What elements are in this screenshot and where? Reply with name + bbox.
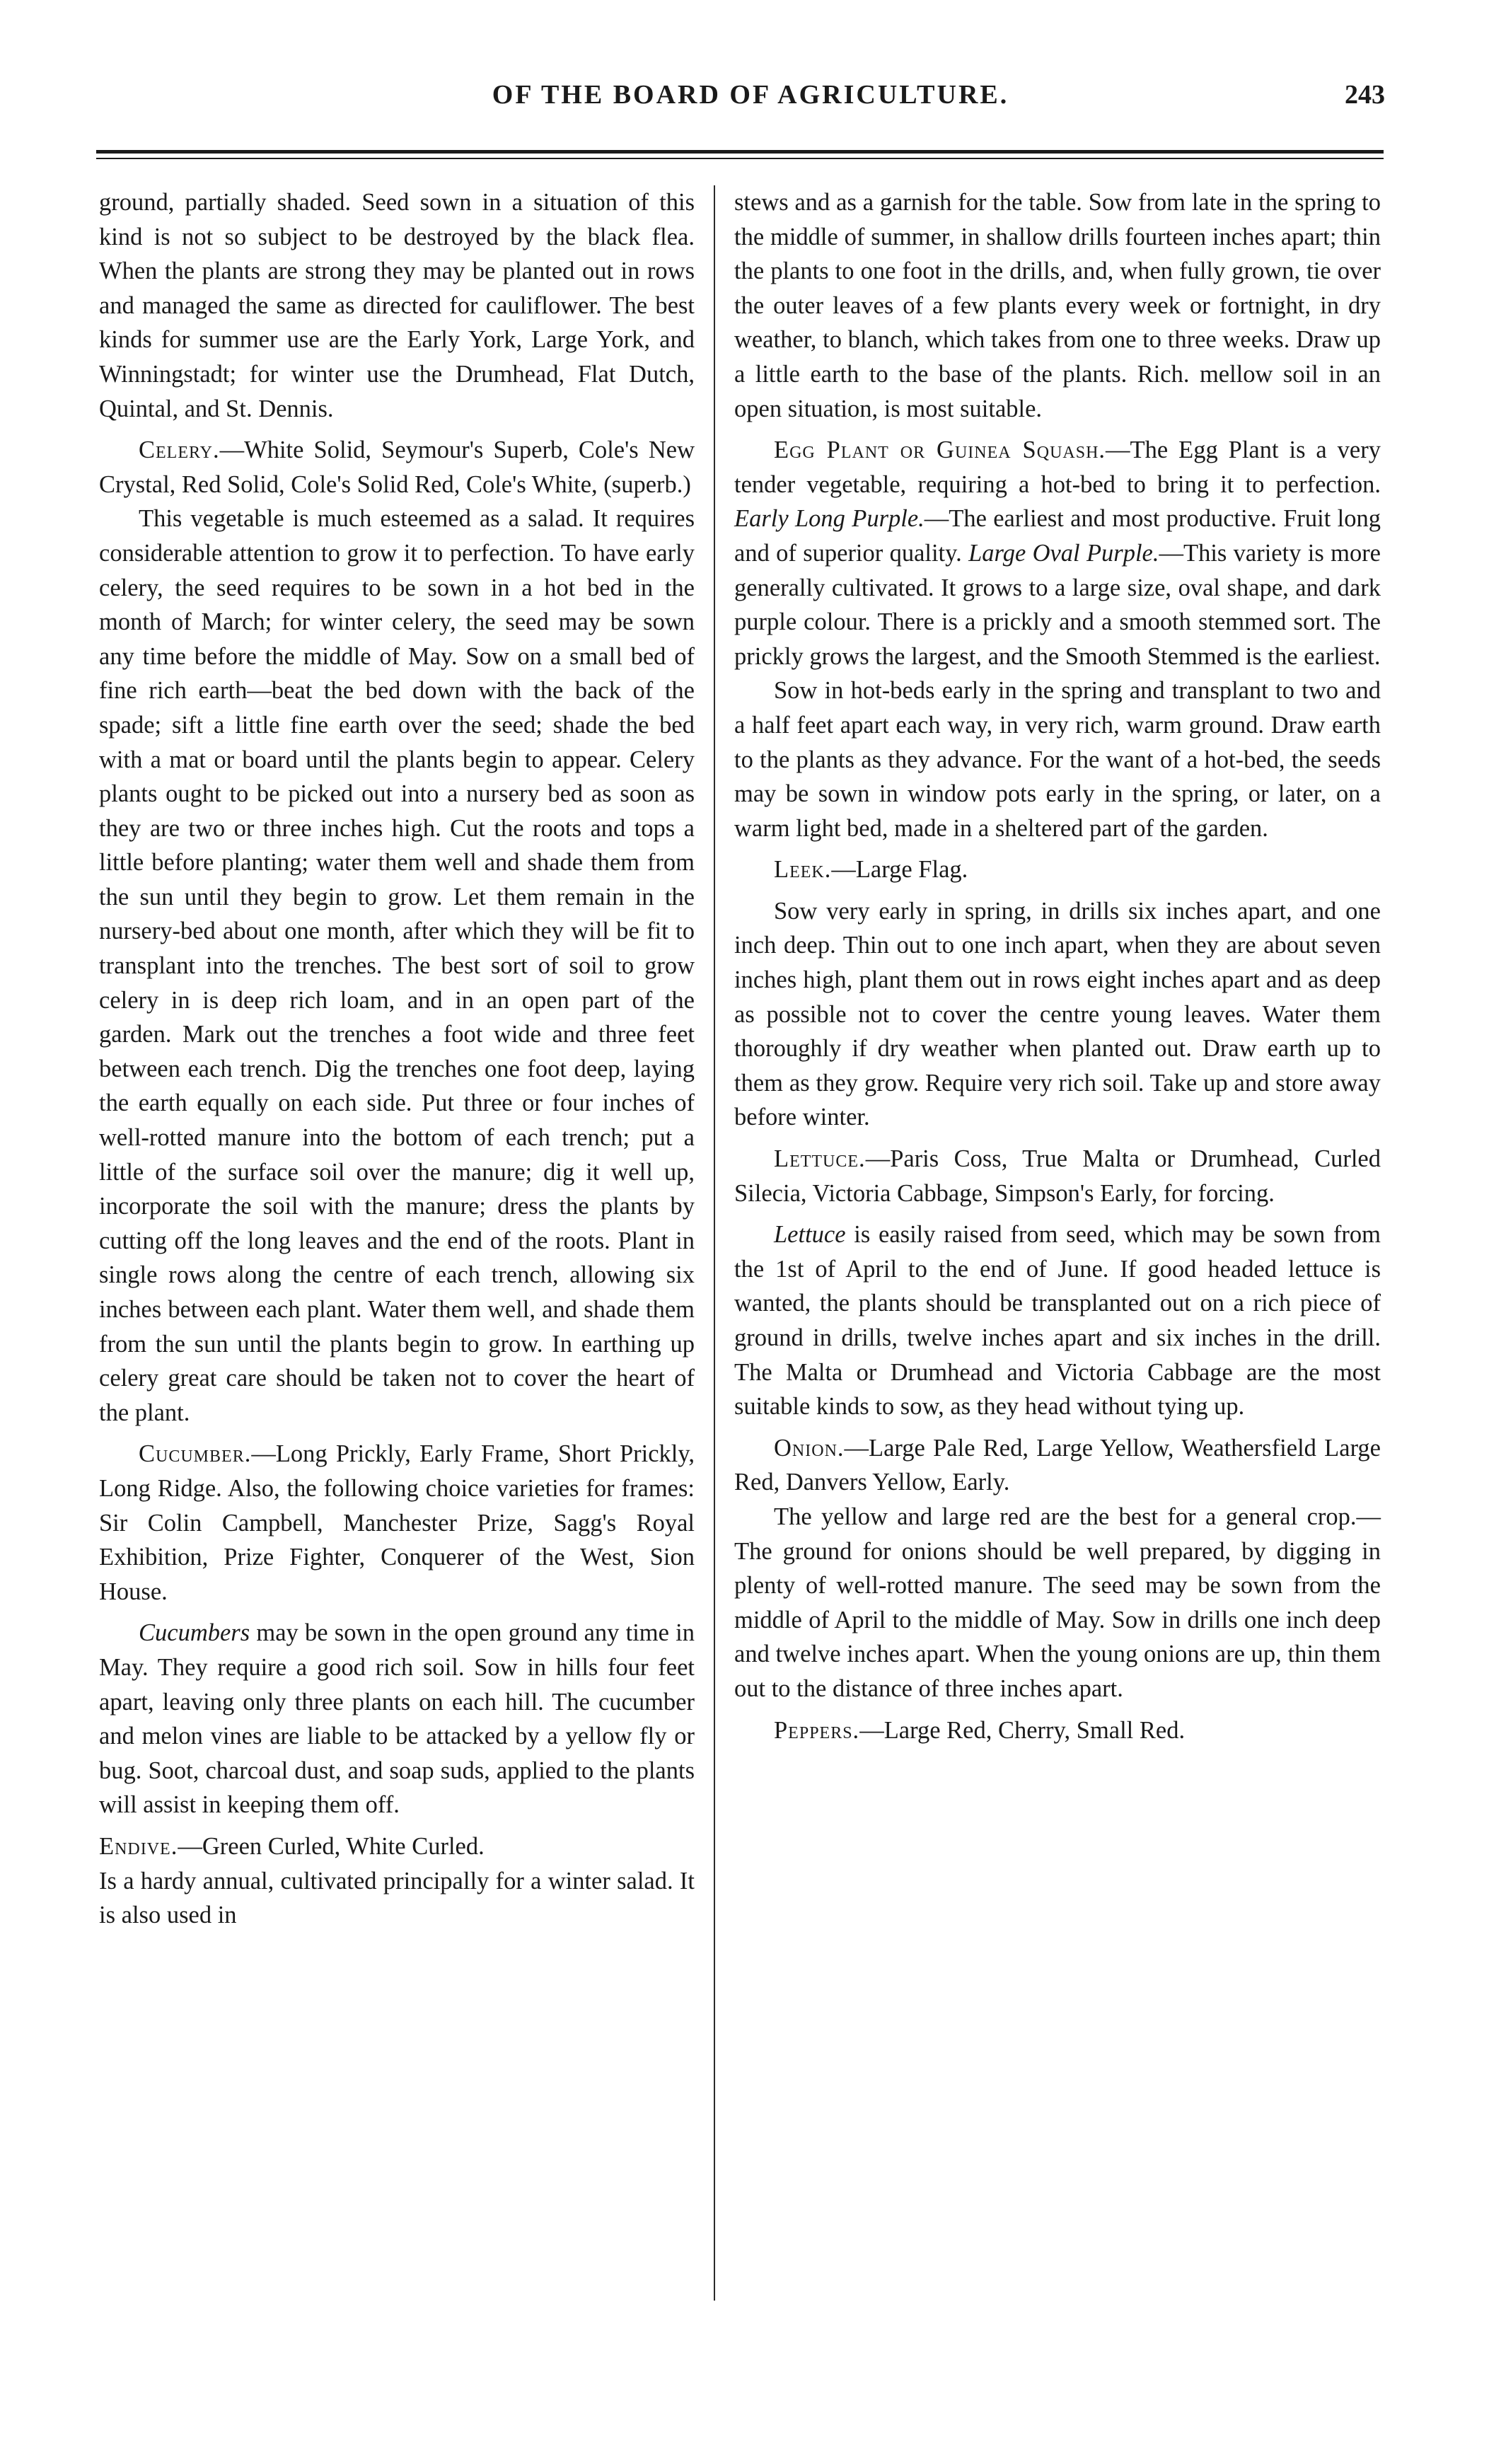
paragraph-cabbage-continued: ground, partially shaded. Seed sown in a situation of this kind is not so subject to be destroyed by the black flea. When the plants are strong they may be planted out in rows and managed the same as directed for cauliflower. The best kinds for summer use are the Early York, Large York, and Winningstadt; for winter use the Drumhead, Flat Dutch, Quintal, and St. Dennis. bbox=[99, 189, 695, 422]
onion-varieties: —Large Pale Red, Large Yellow, Weathersfield Large Red, Danvers Yellow, Early. bbox=[734, 1434, 1381, 1496]
celery-varieties: —White Solid, Seymour's Superb, Cole's New Crystal, Red Solid, Cole's Solid Red, Cole's White, (superb.) bbox=[99, 436, 695, 498]
heading-onion: Onion. bbox=[774, 1434, 845, 1462]
paragraph-lettuce bbox=[734, 1217, 1381, 1424]
cucumber-italic-word: Cucumbers bbox=[139, 1619, 250, 1647]
paragraph-egg-plant-sowing: Sow in hot-beds early in the spring and transplant to two and a half feet apart each way, in very rich, warm ground. Draw earth to the plants as they advance. For the want of a hot-bed, the seeds may be sown in window pots early in the spring, or later, on a warm light bed, made in a sheltered part of the garden. bbox=[734, 677, 1381, 842]
lettuce-italic-word: Lettuce bbox=[774, 1221, 846, 1249]
peppers-varieties: —Large Red, Cherry, Small Red. bbox=[859, 1716, 1186, 1744]
entry-endive bbox=[99, 1829, 695, 1864]
entry-celery bbox=[99, 433, 695, 502]
egg-plant-text-c: —This variety is more generally cultivated. It grows to a large size, oval shape, and dark purple colour. There is a prickly and a smooth stemmed sort. The prickly grows the largest, and the Smooth Stemmed is the earliest. bbox=[734, 539, 1381, 670]
running-title: OF THE BOARD OF AGRICULTURE. bbox=[492, 80, 1009, 110]
entry-cucumber bbox=[99, 1437, 695, 1609]
paragraph-endive-continued: stews and as a garnish for the table. Sow from late in the spring to the middle of summer, in shallow drills fourteen inches apart; thin the plants to one foot in the drills, and, when fully grown, tie over the outer leaves of a few plants every week or fortnight, in dry weather, to blanch, which takes from one to three weeks. Draw up a little earth to the base of the plants. Rich. mellow soil in an open situation, is most suitable. bbox=[734, 189, 1381, 422]
entry-lettuce bbox=[734, 1142, 1381, 1210]
endive-varieties: —Green Curled, White Curled. bbox=[178, 1832, 485, 1860]
cucumber-varieties: —Long Prickly, Early Frame, Short Prickly, Long Ridge. Also, the following choice varieties for frames: Sir Colin Campbell, Manchester Prize, Sagg's Royal Exhibition, Prize Fighter, Conquerer of the West, Sion House. bbox=[99, 1440, 695, 1605]
page-number: 243 bbox=[1345, 80, 1385, 110]
lettuce-text: is easily raised from seed, which may be sown from the 1st of April to the end of June. If good headed lettuce is wanted, the plants should be transplanted out on a rich piece of ground in drills, twelve inches apart and six inches in the drill. The Malta or Drumhead and Victoria Cabbage are the most suitable kinds to sow, as they head without tying up. bbox=[734, 1221, 1381, 1421]
entry-peppers bbox=[734, 1713, 1381, 1748]
running-header bbox=[0, 79, 1501, 122]
column-divider bbox=[714, 185, 715, 2301]
entry-onion bbox=[734, 1431, 1381, 1500]
header-rule-thick bbox=[96, 150, 1384, 154]
heading-endive: Endive. bbox=[99, 1832, 178, 1860]
entry-leek bbox=[734, 852, 1381, 887]
left-column bbox=[99, 185, 695, 1933]
heading-cucumber: Cucumber. bbox=[139, 1440, 252, 1468]
paragraph-celery: This vegetable is much esteemed as a salad. It requires considerable attention to grow it to perfection. To have early celery, the seed requires to be sown in a hot bed in the month of March; for winter celery, the seed may be sown any time before the middle of May. Sow on a small bed of fine rich earth—beat the bed down with the back of the spade; sift a little fine earth over the seed; shade the bed with a mat or board until the plants begin to appear. Celery plants ought to be picked out into a nursery bed as soon as they are two or three inches high. Cut the roots and tops a little before planting; water them well and shade them from the sun until they begin to grow. Let them remain in the nursery-bed about one month, after which they will be fit to transplant into the trenches. The best sort of soil to grow celery in is deep rich loam, and in an open part of the garden. Mark out the trenches a foot wide and three feet between each trench. Dig the trenches one foot deep, laying the earth equally on each side. Put three or four inches of well-rotted manure into the bottom of each trench; put a little of the surface soil over the manure; dig it well up, incorporate the soil with the manure; dress the plants by cutting off the long leaves and the end of the roots. Plant in single rows along the centre of each trench, allowing six inches between each plant. Water them well, and shade them from the sun until the plants begin to grow. In earthing up celery great care should be taken not to cover the heart of the plant. bbox=[99, 505, 695, 1426]
egg-plant-variety-early: Early Long Purple. bbox=[734, 505, 925, 533]
paragraph-onion: The yellow and large red are the best for a general crop.—The ground for onions should be well prepared, by digging in plenty of well-rotted manure. The seed may be sown from the middle of April to the middle of May. Sow in drills one inch deep and twelve inches apart. When the young onions are up, thin them out to the distance of three inches apart. bbox=[734, 1503, 1381, 1702]
heading-peppers: Peppers. bbox=[774, 1716, 860, 1744]
right-column bbox=[734, 185, 1381, 1747]
heading-leek: Leek. bbox=[774, 856, 832, 884]
heading-celery: Celery. bbox=[139, 436, 220, 464]
heading-lettuce: Lettuce. bbox=[774, 1145, 866, 1173]
cucumber-text: may be sown in the open ground any time in May. They require a good rich soil. Sow in hills four feet apart, leaving only three plants on each hill. The cucumber and melon vines are liable to be attacked by a yellow fly or bug. Soot, charcoal dust, and soap suds, applied to the plants will assist in keeping them off. bbox=[99, 1619, 695, 1819]
paragraph-endive: Is a hardy annual, cultivated principally for a winter salad. It is also used in bbox=[99, 1867, 695, 1929]
egg-plant-variety-oval: Large Oval Purple. bbox=[968, 539, 1159, 567]
paragraph-leek: Sow very early in spring, in drills six inches apart, and one inch deep. Thin out to one inch apart, when they are about seven inches high, plant them out in rows eight inches apart and as deep as possible not to cover the centre young leaves. Water them thoroughly if dry weather when planted out. Draw earth up to them as they grow. Require very rich soil. Take up and store away before winter. bbox=[734, 897, 1381, 1131]
paragraph-cucumber bbox=[99, 1616, 695, 1822]
lettuce-varieties: —Paris Coss, True Malta or Drumhead, Curled Silecia, Victoria Cabbage, Simpson's Early, for forcing. bbox=[734, 1145, 1381, 1207]
entry-egg-plant bbox=[734, 433, 1381, 673]
egg-plant-text-b: —The earliest and most productive. Fruit long and of superior quality. bbox=[734, 505, 1381, 567]
leek-varieties: —Large Flag. bbox=[831, 856, 968, 884]
header-rule-thin bbox=[96, 158, 1384, 159]
heading-egg-plant: Egg Plant or Guinea Squash. bbox=[774, 436, 1106, 464]
egg-plant-text-a: —The Egg Plant is a very tender vegetable, requiring a hot-bed to bring it to perfection. bbox=[734, 436, 1381, 498]
